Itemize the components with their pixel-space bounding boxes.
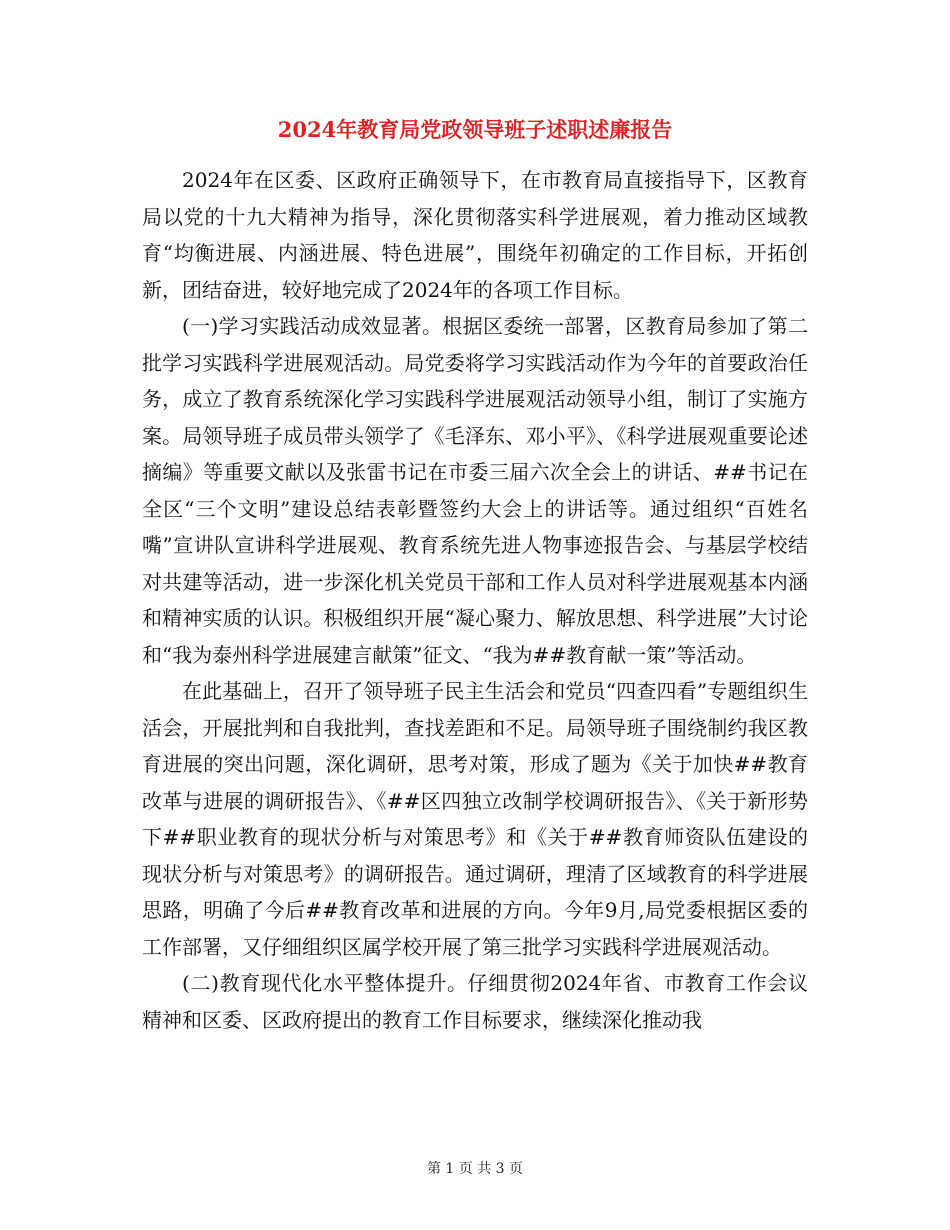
paragraph-section-2: (二)教育现代化水平整体提升。仔细贯彻2024年省、市教育工作会议精神和区委、区政府提出的教育工作目标要求，继续深化推动我 [142,971,808,1032]
page-number-footer: 第 1 页 共 3 页 [426,1161,524,1177]
paragraph-section-1-continued: 在此基础上，召开了领导班子民主生活会和党员“四查四看”专题组织生活会，开展批判和自我批判，查找差距和不足。局领导班子围绕制约我区教育进展的突出问题，深化调研，思考对策，形成了题为《关于加快##教育改革与进展的调研报告》、《##区四独立改制学校调研报告》、《关于新形势下##职业教育的现状分析与对策思考》和《关于##教育师资队伍建设的现状分析与对策思考》的调研报告。通过调研，理清了区域教育的科学进展思路，明确了今后##教育改革和进展的方向。今年9月,局党委根据区委的工作部署，又仔细组织区属学校开展了第三批学习实践科学进展观活动。 [142,679,808,959]
document-title: 2024年教育局党政领导班子述职述廉报告 [277,117,673,142]
paragraph-section-1: (一)学习实践活动成效显著。根据区委统一部署，区教育局参加了第二批学习实践科学进展观活动。局党委将学习实践活动作为今年的首要政治任务，成立了教育系统深化学习实践科学进展观活动领导小组，制订了实施方案。局领导班子成员带头领学了《毛泽东、邓小平》、《科学进展观重要论述摘编》等重要文献以及张雷书记在市委三届六次全会上的讲话、##书记在全区“三个文明”建设总结表彰暨签约大会上的讲话等。通过组织“百姓名嘴”宣讲队宣讲科学进展观、教育系统先进人物事迹报告会、与基层学校结对共建等活动，进一步深化机关党员干部和工作人员对科学进展观基本内涵和精神实质的认识。积极组织开展“凝心聚力、解放思想、科学进展”大讨论和“我为泰州科学进展建言献策”征文、“我为##教育献一策”等活动。 [142,314,808,667]
paragraph-intro: 2024年在区委、区政府正确领导下，在市教育局直接指导下，区教育局以党的十九大精神为指导，深化贯彻落实科学进展观，着力推动区域教育“均衡进展、内涵进展、特色进展”，围绕年初确定的工作目标，开拓创新，团结奋进，较好地完成了2024年的各项工作目标。 [142,168,808,302]
document-body [142,162,808,1038]
